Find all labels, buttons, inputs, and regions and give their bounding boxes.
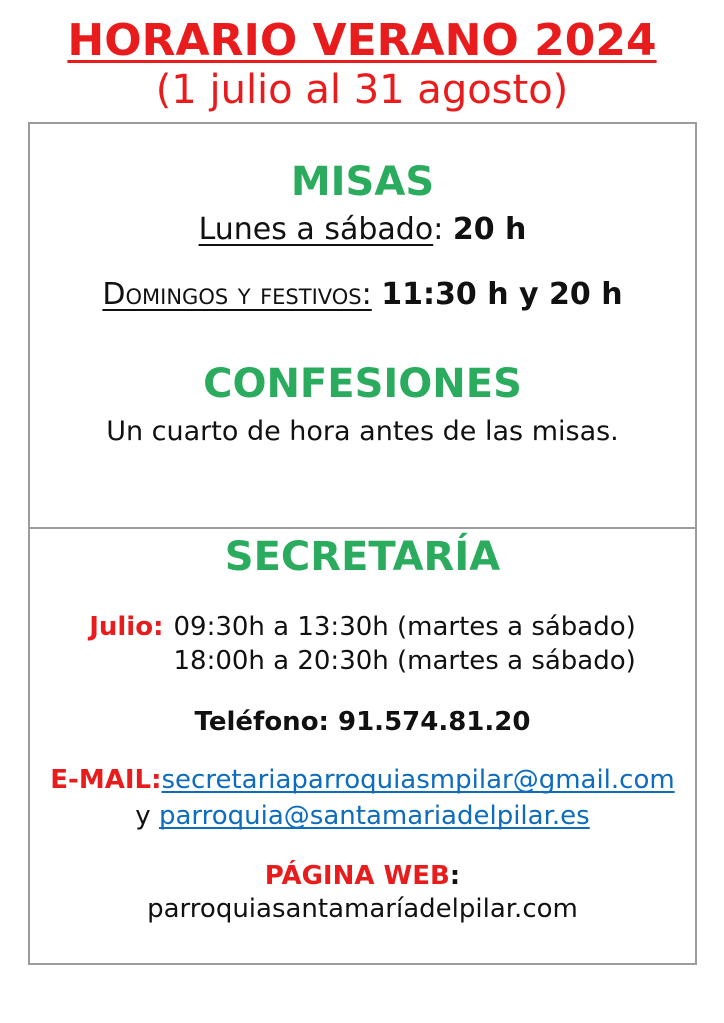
section-secretaria <box>30 527 695 963</box>
misas-weekday-colon: : <box>433 212 444 248</box>
misas-sunday-label: Domingos y festivos: <box>102 277 372 313</box>
misas-weekday-time: 20 h <box>452 212 527 248</box>
misas-weekday-label: Lunes a sábado <box>198 212 434 248</box>
confesiones-heading: CONFESIONES <box>203 361 522 408</box>
julio-label: Julio: <box>89 612 164 643</box>
page-title: HORARIO VERANO 2024 <box>67 15 657 66</box>
misas-sunday-time: 11:30 h y 20 h <box>381 277 623 313</box>
secretaria-heading: SECRETARÍA <box>224 534 501 581</box>
web-url: parroquiasantamaríadelpilar.com <box>147 893 578 924</box>
schedule-card <box>28 122 697 965</box>
section-misas-confesiones <box>30 124 695 527</box>
julio-schedule-line-1: 09:30h a 13:30h (martes a sábado) <box>173 612 636 643</box>
email-block <box>30 763 695 835</box>
page-subtitle: (1 julio al 31 agosto) <box>155 67 569 114</box>
misas-heading: MISAS <box>290 159 435 206</box>
julio-times <box>173 611 635 679</box>
telefono-line: Teléfono: 91.574.81.20 <box>194 706 531 737</box>
email-label: E-MAIL: <box>50 764 162 795</box>
web-label: PÁGINA WEB <box>264 860 450 891</box>
confesiones-text: Un cuarto de hora antes de las misas. <box>106 416 619 448</box>
web-label-line <box>30 861 695 891</box>
email-link-primary[interactable]: secretariaparroquiasmpilar@gmail.com <box>161 764 675 795</box>
email-conjunction: y <box>135 800 151 831</box>
julio-schedule-line-2: 18:00h a 20:30h (martes a sábado) <box>173 645 636 676</box>
web-colon: : <box>449 860 461 891</box>
email-link-secondary[interactable]: parroquia@santamariadelpilar.es <box>158 800 590 831</box>
misas-weekday-line <box>30 212 695 247</box>
poster-header <box>0 0 724 113</box>
julio-schedule <box>30 611 695 679</box>
misas-sunday-line <box>30 277 695 312</box>
email-line-secondary <box>30 799 695 835</box>
email-line-primary <box>30 763 695 799</box>
